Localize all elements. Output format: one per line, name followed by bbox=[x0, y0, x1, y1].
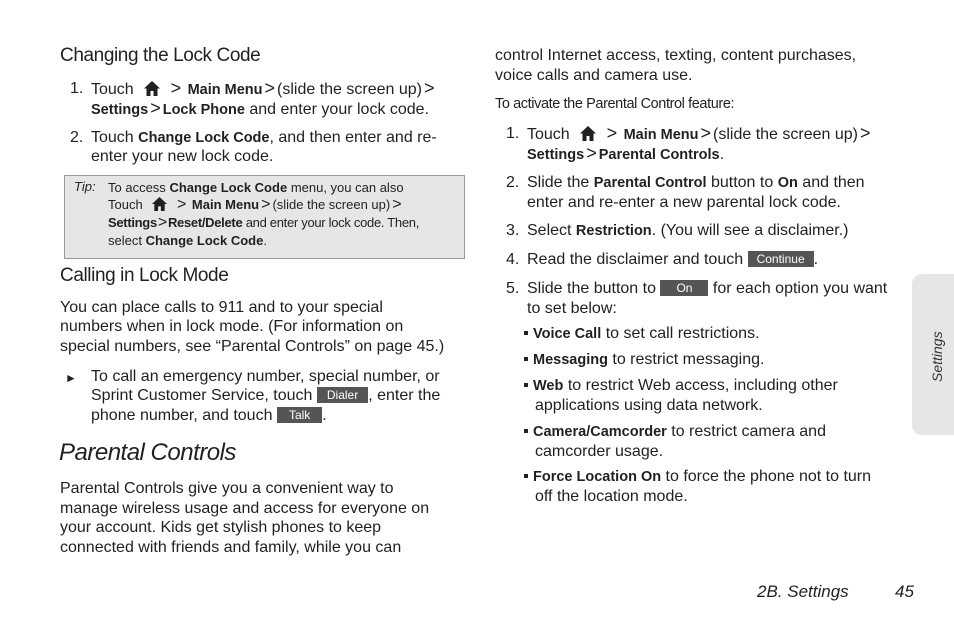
main-menu-label: Main Menu bbox=[623, 127, 699, 143]
option-label: Force Location On bbox=[533, 469, 662, 485]
text: Touch bbox=[108, 197, 143, 212]
tip-line-1 bbox=[108, 180, 404, 195]
step-2-line-1 bbox=[91, 128, 437, 149]
text: and enter your lock code. Then, bbox=[245, 215, 420, 230]
parental-para-line: manage wireless usage and access for everyone on bbox=[60, 500, 430, 517]
r-step-2-line-1 bbox=[527, 173, 865, 194]
text: Slide the button to bbox=[527, 280, 656, 297]
change-lock-code-label: Change Lock Code bbox=[145, 233, 264, 248]
calling-para-line: numbers when in lock mode. (For information on bbox=[60, 318, 404, 335]
r-step-3 bbox=[527, 221, 849, 242]
square-bullet-icon bbox=[524, 357, 528, 361]
text: Touch bbox=[91, 129, 134, 146]
step-number: 2. bbox=[70, 129, 84, 146]
chevron: > bbox=[170, 78, 182, 98]
lock-phone-label: Lock Phone bbox=[162, 102, 245, 118]
chevron: > bbox=[859, 123, 871, 143]
text: to set call restrictions. bbox=[605, 325, 760, 342]
tip-line-4 bbox=[108, 233, 267, 248]
activate-intro: To activate the Parental Control feature: bbox=[495, 96, 735, 112]
tip-line-3 bbox=[108, 214, 419, 232]
r-step-5-line-2: to set below: bbox=[527, 300, 617, 317]
option-label: Camera/Camcorder bbox=[533, 424, 667, 440]
text: Touch bbox=[527, 126, 570, 143]
home-icon bbox=[151, 196, 168, 215]
option-label: Web bbox=[533, 378, 564, 394]
continued-para-line: control Internet access, texting, content purchases, bbox=[495, 47, 857, 64]
square-bullet-icon bbox=[524, 429, 528, 433]
talk-key: Talk bbox=[277, 407, 322, 423]
text: to restrict camera and bbox=[671, 423, 826, 440]
reset-delete-label: Reset/Delete bbox=[167, 215, 243, 230]
call-line-2 bbox=[91, 386, 440, 406]
parental-control-label: Parental Control bbox=[593, 175, 707, 191]
r-step-4 bbox=[527, 250, 818, 270]
text: button to bbox=[710, 174, 774, 191]
chevron: > bbox=[150, 98, 161, 118]
text: . bbox=[263, 233, 267, 248]
chevron: > bbox=[264, 78, 276, 98]
text: (slide the screen up) bbox=[277, 81, 422, 98]
restriction-label: Restriction bbox=[575, 223, 652, 239]
settings-label: Settings bbox=[91, 102, 149, 118]
step-number: 2. bbox=[506, 174, 520, 191]
r-step-2-line-2: enter and re-enter a new parental lock code. bbox=[527, 194, 841, 211]
text: . bbox=[322, 407, 327, 424]
text: for each option you want bbox=[712, 280, 888, 297]
list-item-continuation: camcorder usage. bbox=[535, 443, 664, 460]
parental-para-line: Parental Controls give you a convenient way to bbox=[60, 480, 394, 497]
text: Select bbox=[527, 222, 572, 239]
chevron: > bbox=[423, 78, 435, 98]
text: Read the disclaimer and touch bbox=[527, 251, 744, 268]
text: . bbox=[719, 146, 725, 163]
text: to restrict Web access, including other bbox=[567, 377, 838, 394]
heading-parental-controls: Parental Controls bbox=[59, 439, 236, 466]
list-item-continuation: applications using data network. bbox=[535, 397, 763, 414]
on-key: On bbox=[660, 280, 708, 296]
on-label: On bbox=[777, 175, 798, 191]
step-number: 3. bbox=[506, 222, 520, 239]
text: menu, you can also bbox=[290, 180, 404, 195]
side-tab-label: Settings bbox=[929, 331, 945, 382]
main-menu-label: Main Menu bbox=[191, 197, 260, 212]
list-item bbox=[524, 376, 838, 397]
text: select bbox=[108, 233, 142, 248]
chevron: > bbox=[700, 123, 712, 143]
calling-para-line: special numbers, see “Parental Controls” on page 45.) bbox=[60, 338, 445, 355]
square-bullet-icon bbox=[524, 383, 528, 387]
main-menu-label: Main Menu bbox=[187, 82, 263, 98]
text: , and then enter and re- bbox=[269, 129, 437, 146]
text: (slide the screen up) bbox=[272, 197, 391, 212]
r-step-5-line-1 bbox=[527, 279, 887, 299]
text: and enter your lock code. bbox=[249, 101, 430, 118]
parental-controls-label: Parental Controls bbox=[598, 147, 720, 163]
text: To access bbox=[108, 180, 166, 195]
footer-section: 2B. Settings bbox=[757, 582, 849, 601]
list-item bbox=[524, 324, 760, 345]
continued-para-line: voice calls and camera use. bbox=[495, 67, 693, 84]
text: Touch bbox=[91, 81, 134, 98]
step-1-line-2 bbox=[91, 99, 429, 121]
chevron: > bbox=[176, 196, 187, 213]
text: Sprint Customer Service, touch bbox=[91, 387, 313, 404]
text: to force the phone not to turn bbox=[665, 468, 872, 485]
chevron: > bbox=[261, 196, 271, 213]
square-bullet-icon bbox=[524, 474, 528, 478]
text: Slide the bbox=[527, 174, 590, 191]
text: to restrict messaging. bbox=[612, 351, 765, 368]
step-2-line-2: enter your new lock code. bbox=[91, 148, 274, 165]
tip-line-2 bbox=[108, 196, 404, 215]
dialer-key: Dialer bbox=[317, 387, 368, 403]
step-number: 5. bbox=[506, 280, 520, 297]
calling-para-line: You can place calls to 911 and to your special bbox=[60, 299, 383, 316]
heading-changing-lock-code: Changing the Lock Code bbox=[60, 45, 261, 66]
settings-label: Settings bbox=[108, 215, 157, 230]
text: and then bbox=[802, 174, 865, 191]
list-item bbox=[524, 467, 871, 488]
text: phone number, and touch bbox=[91, 407, 273, 424]
change-lock-code-label: Change Lock Code bbox=[169, 180, 288, 195]
chevron: > bbox=[606, 123, 618, 143]
list-item-continuation: off the location mode. bbox=[535, 488, 688, 505]
call-line-3 bbox=[91, 406, 327, 426]
step-number: 4. bbox=[506, 251, 520, 268]
text: , enter the bbox=[368, 387, 441, 404]
parental-para-line: connected with friends and family, while you can bbox=[60, 539, 402, 556]
page-number: 45 bbox=[895, 582, 914, 601]
tip-label: Tip: bbox=[74, 179, 96, 194]
parental-para-line: your account. Kids get stylish phones to keep bbox=[60, 519, 382, 536]
heading-calling-in-lock-mode: Calling in Lock Mode bbox=[60, 265, 229, 286]
right-pointer-icon: ► bbox=[65, 371, 77, 385]
list-item bbox=[524, 350, 764, 371]
change-lock-code-label: Change Lock Code bbox=[138, 130, 270, 146]
text: (slide the screen up) bbox=[713, 126, 858, 143]
text: . (You will see a disclaimer.) bbox=[651, 222, 849, 239]
option-label: Messaging bbox=[533, 352, 608, 368]
text: . bbox=[813, 251, 819, 268]
call-line-1: To call an emergency number, special number, or bbox=[91, 368, 440, 385]
chevron: > bbox=[392, 196, 402, 213]
step-number: 1. bbox=[70, 80, 84, 97]
step-number: 1. bbox=[506, 125, 520, 142]
square-bullet-icon bbox=[524, 331, 528, 335]
option-label: Voice Call bbox=[533, 326, 602, 342]
continue-key: Continue bbox=[748, 251, 814, 267]
settings-label: Settings bbox=[527, 147, 585, 163]
r-step-1-line-2 bbox=[527, 144, 724, 166]
chevron: > bbox=[157, 214, 167, 231]
chevron: > bbox=[586, 143, 597, 163]
list-item bbox=[524, 422, 826, 443]
